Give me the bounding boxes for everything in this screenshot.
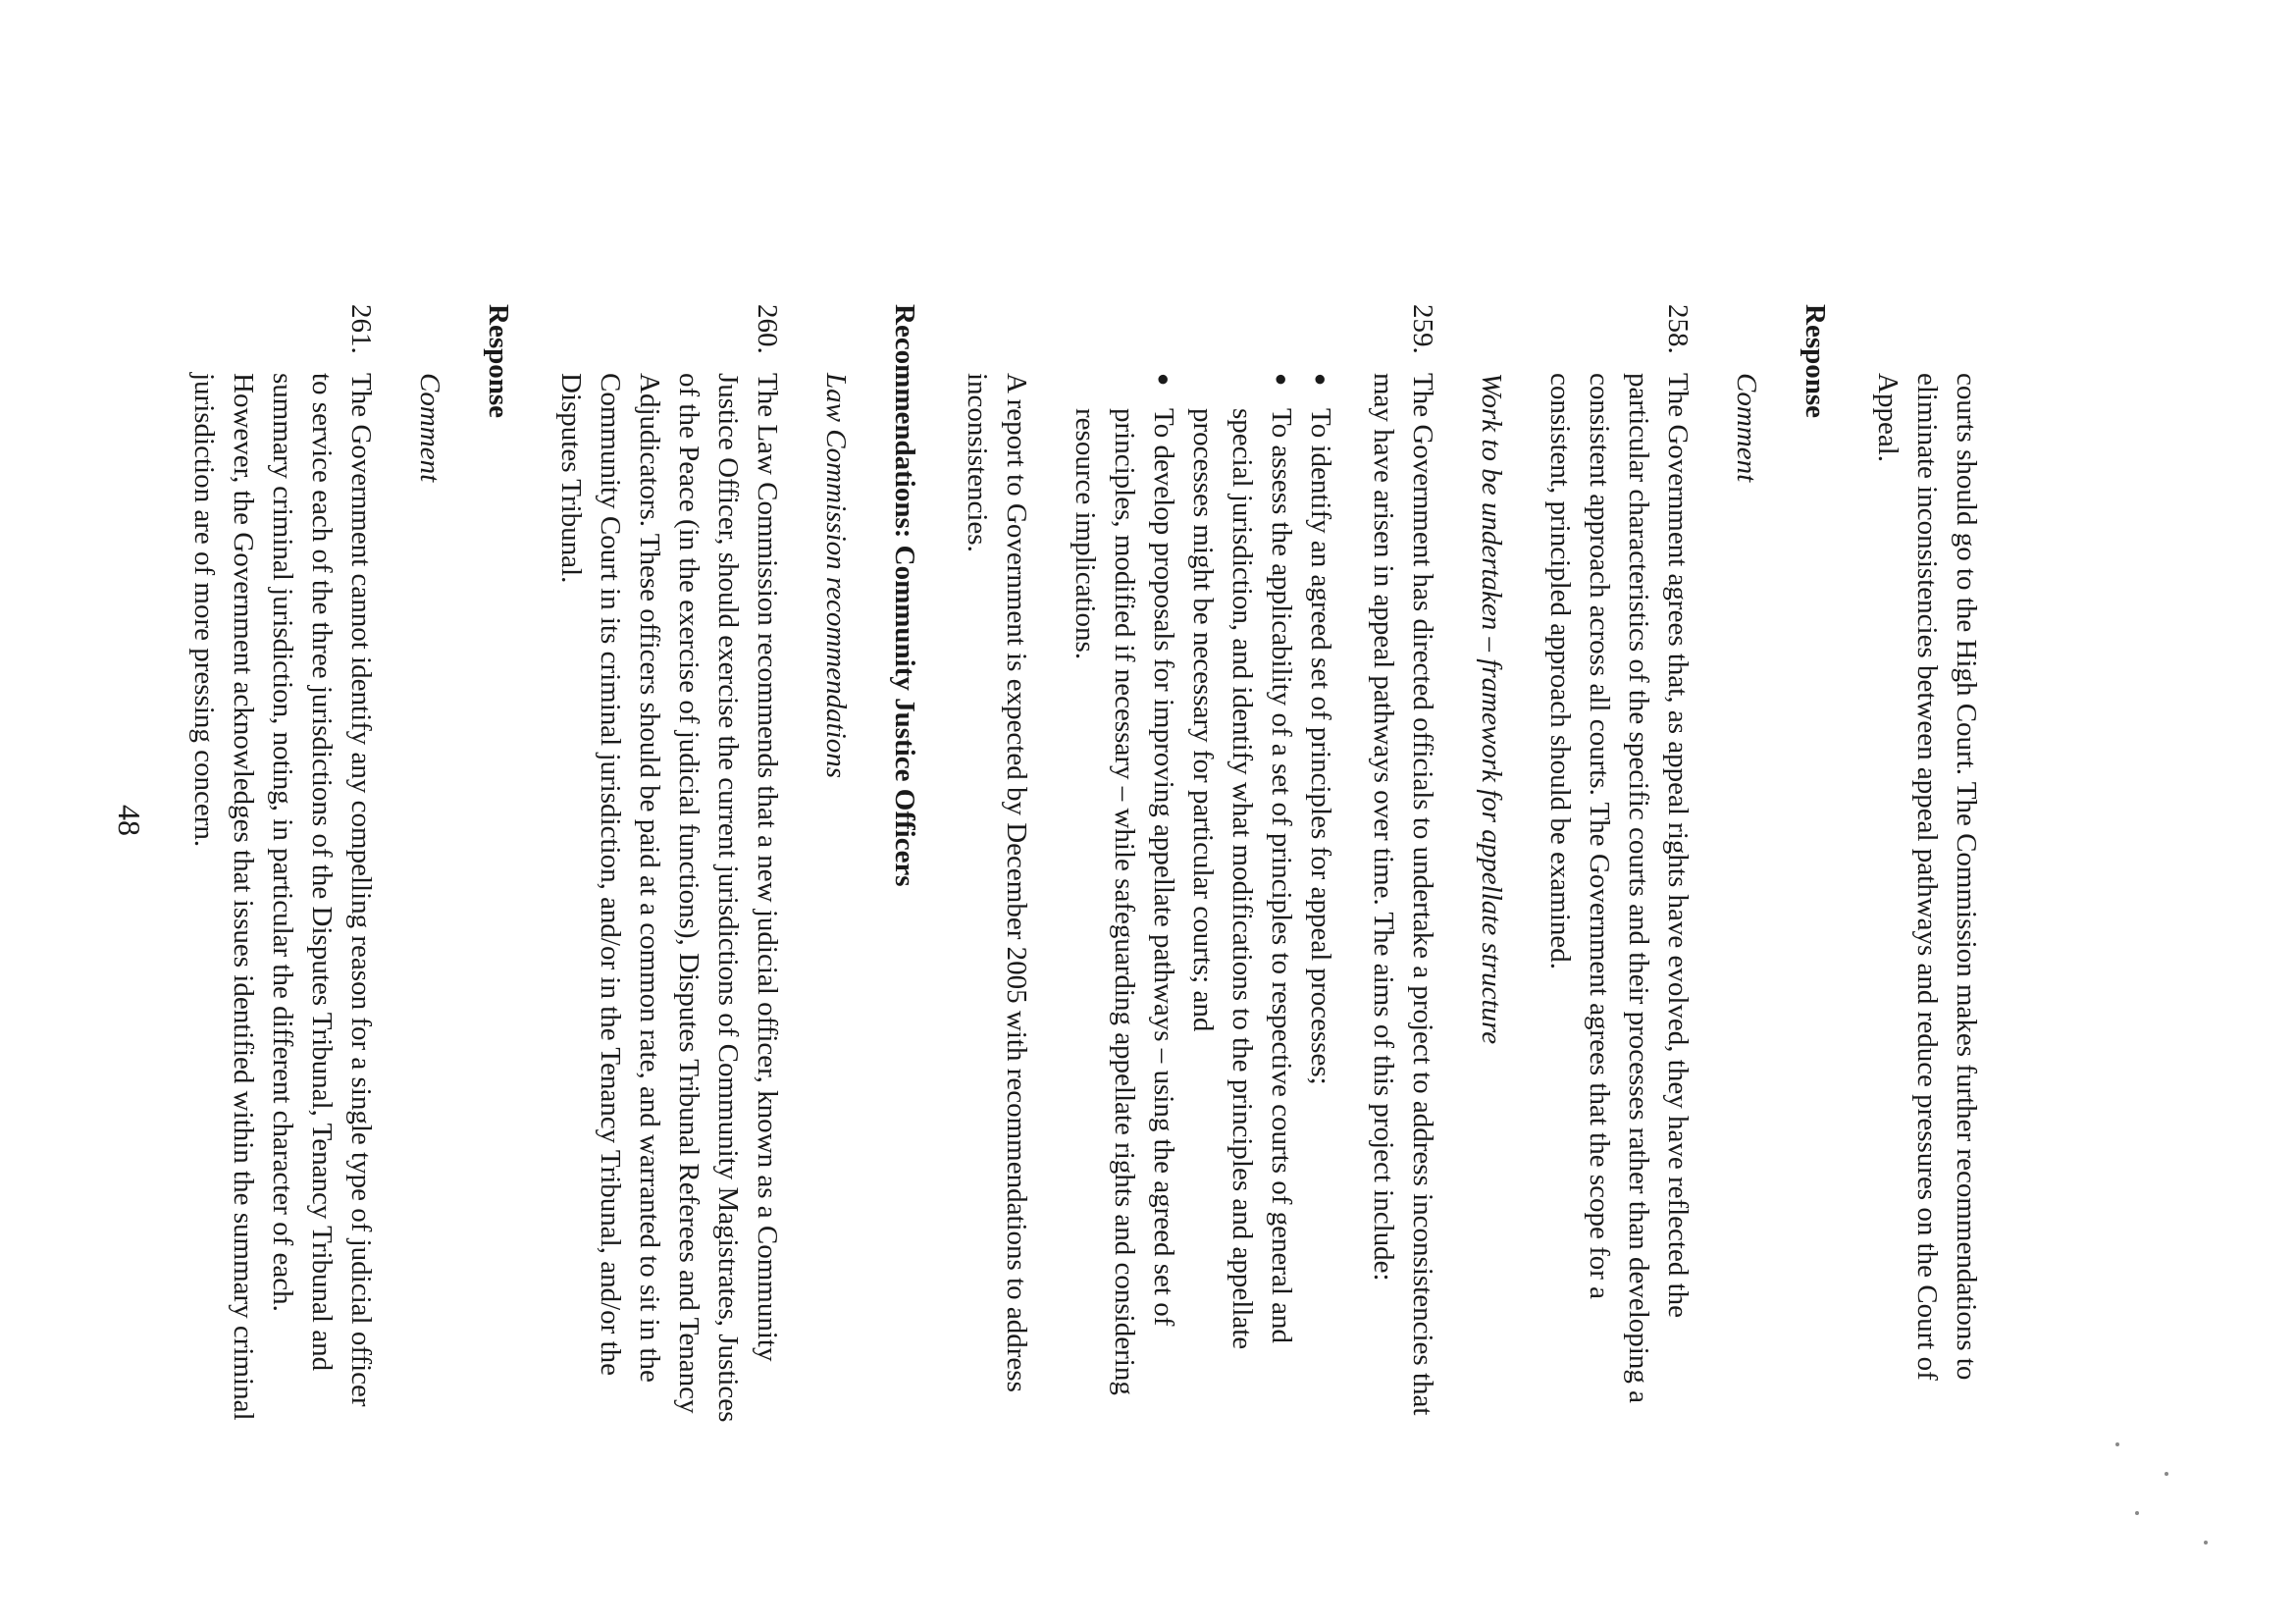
paragraph-260 — [551, 304, 787, 1423]
bullet-icon: ● — [1270, 373, 1294, 387]
paragraph-text: The Government cannot identify any compelling reason for a single type of judicial officer to service each of the three jurisdictions of the Disputes Tribunal, Tenancy Tribunal and summary criminal jurisdiction, noting, in particular the different character of each. However, the Government acknowledges that issues identified within the summary criminal jurisdiction are of more pressing concern. — [188, 373, 377, 1421]
paragraph-258 — [1540, 304, 1697, 1423]
continuation-paragraph: courts should go to the High Court. The Commission makes further recommendations to eliminate inconsistencies between appeal pathways and reduce pressures on the Court of Appeal. — [1872, 373, 1982, 1381]
bullet-text: To assess the applicability of a set of principles to respective courts of general and special jurisdiction, and identify what modifications to the principles and appellate processes might be necessary for particular courts; and — [1187, 408, 1297, 1350]
paragraph-text: The Government has directed officials to undertake a project to address inconsistencies that may have arisen in appeal pathways over time. The aims of this project include: — [1368, 373, 1438, 1416]
bullet-item — [1183, 373, 1301, 1423]
section-heading: Recommendations: Community Justice Officers — [889, 304, 920, 887]
scan-speck — [2115, 1442, 2119, 1446]
page-content — [184, 304, 1986, 1423]
scan-speck — [2135, 1511, 2139, 1515]
scan-speck — [2204, 1541, 2208, 1544]
paragraph-261 — [184, 304, 381, 1423]
paragraph-text: The Law Commission recommends that a new judicial officer, known as a Community Justice Officer, should exercise the current jurisdictions of Community Magistrates, Justices of the Peace (in the exercise of judicial functions), Disputes Tribunal Referees and Tenancy Adjudicators. These officers should be paid at a common rate, and warranted to sit in the Community Court in its criminal jurisdiction, and/or in the Tenancy Tribunal, and/or the Disputes Tribunal. — [555, 373, 783, 1423]
bullet-text: To identify an agreed set of principles for appeal processes; — [1305, 408, 1336, 1085]
paragraph-number: 259. — [1407, 304, 1438, 354]
bullet-icon: ● — [1309, 373, 1333, 387]
aims-bullet-list — [1066, 373, 1340, 1423]
paragraph-259 — [1364, 304, 1442, 1423]
bullet-item — [1066, 373, 1183, 1423]
bullet-icon: ● — [1152, 373, 1176, 387]
comment-subheading: Comment — [1731, 373, 1762, 483]
bullet-text: To develop proposals for improving appellate pathways – using the agreed set of principles, modified if necessary – while safeguarding appellate rights and considering resource implications. — [1070, 408, 1179, 1395]
report-paragraph: A report to Government is expected by December 2005 with recommendations to address inconsistencies. — [962, 373, 1032, 1392]
work-subheading: Work to be undertaken – framework for appellate structure — [1476, 373, 1507, 1045]
law-commission-subheading: Law Commission recommendations — [820, 373, 852, 778]
response-heading: Response — [483, 304, 514, 419]
scan-speck — [2165, 1472, 2168, 1476]
paragraph-number: 260. — [752, 304, 783, 354]
page-number: 48 — [112, 805, 147, 836]
paragraph-text: The Government agrees that, as appeal rights have evolved, they have reflected the particular characteristics of the specific courts and their processes rather than developing a consistent approach across all courts. The Government agrees that the scope for a consistent, principled approach should be examined. — [1544, 373, 1694, 1403]
paragraph-number: 258. — [1662, 304, 1694, 354]
comment-subheading: Comment — [414, 373, 445, 483]
bullet-item — [1301, 373, 1340, 1423]
response-heading: Response — [1800, 304, 1831, 419]
paragraph-number: 261. — [345, 304, 377, 354]
